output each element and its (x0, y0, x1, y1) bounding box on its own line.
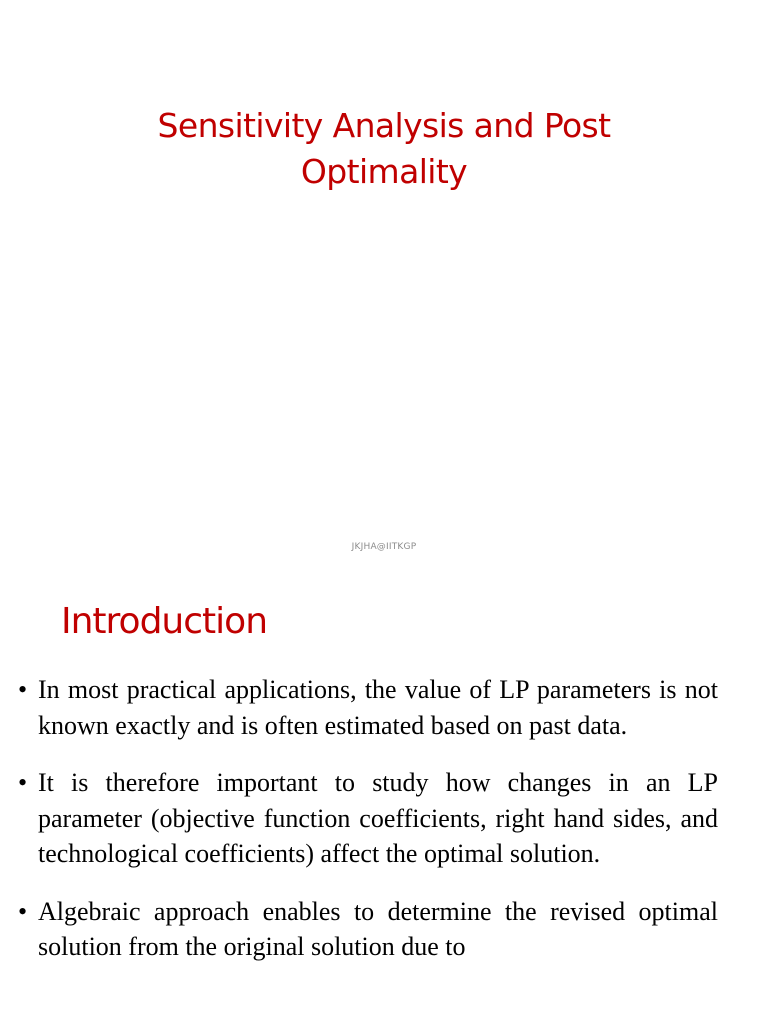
bullet-text: Algebraic approach enables to determine the revised optimal solution from the original solution due to (38, 896, 718, 961)
bullet-item (0, 894, 718, 965)
introduction-slide (0, 576, 768, 1024)
slide-title-line-1: Sensitivity Analysis and Post (157, 106, 611, 145)
bullet-marker: • (18, 675, 28, 704)
section-heading: Introduction (61, 601, 268, 642)
bullet-item (0, 672, 718, 743)
bullet-text: In most practical applications, the value of LP parameters is not known exactly and is often estimated based on past data. (38, 675, 718, 740)
bullet-marker: • (18, 896, 28, 926)
bullet-item (0, 765, 718, 872)
bullet-text: It is therefore important to study how changes in an LP parameter (objective function coefficients, right hand sides, and technological coefficients) affect the optimal solution. (38, 768, 718, 868)
bullet-marker: • (18, 768, 28, 797)
slide-footer: JKJHA@IITKGP (351, 542, 417, 552)
slide-title-line-2: Optimality (300, 152, 468, 191)
slide-title (0, 103, 768, 195)
bullet-list (0, 672, 768, 987)
